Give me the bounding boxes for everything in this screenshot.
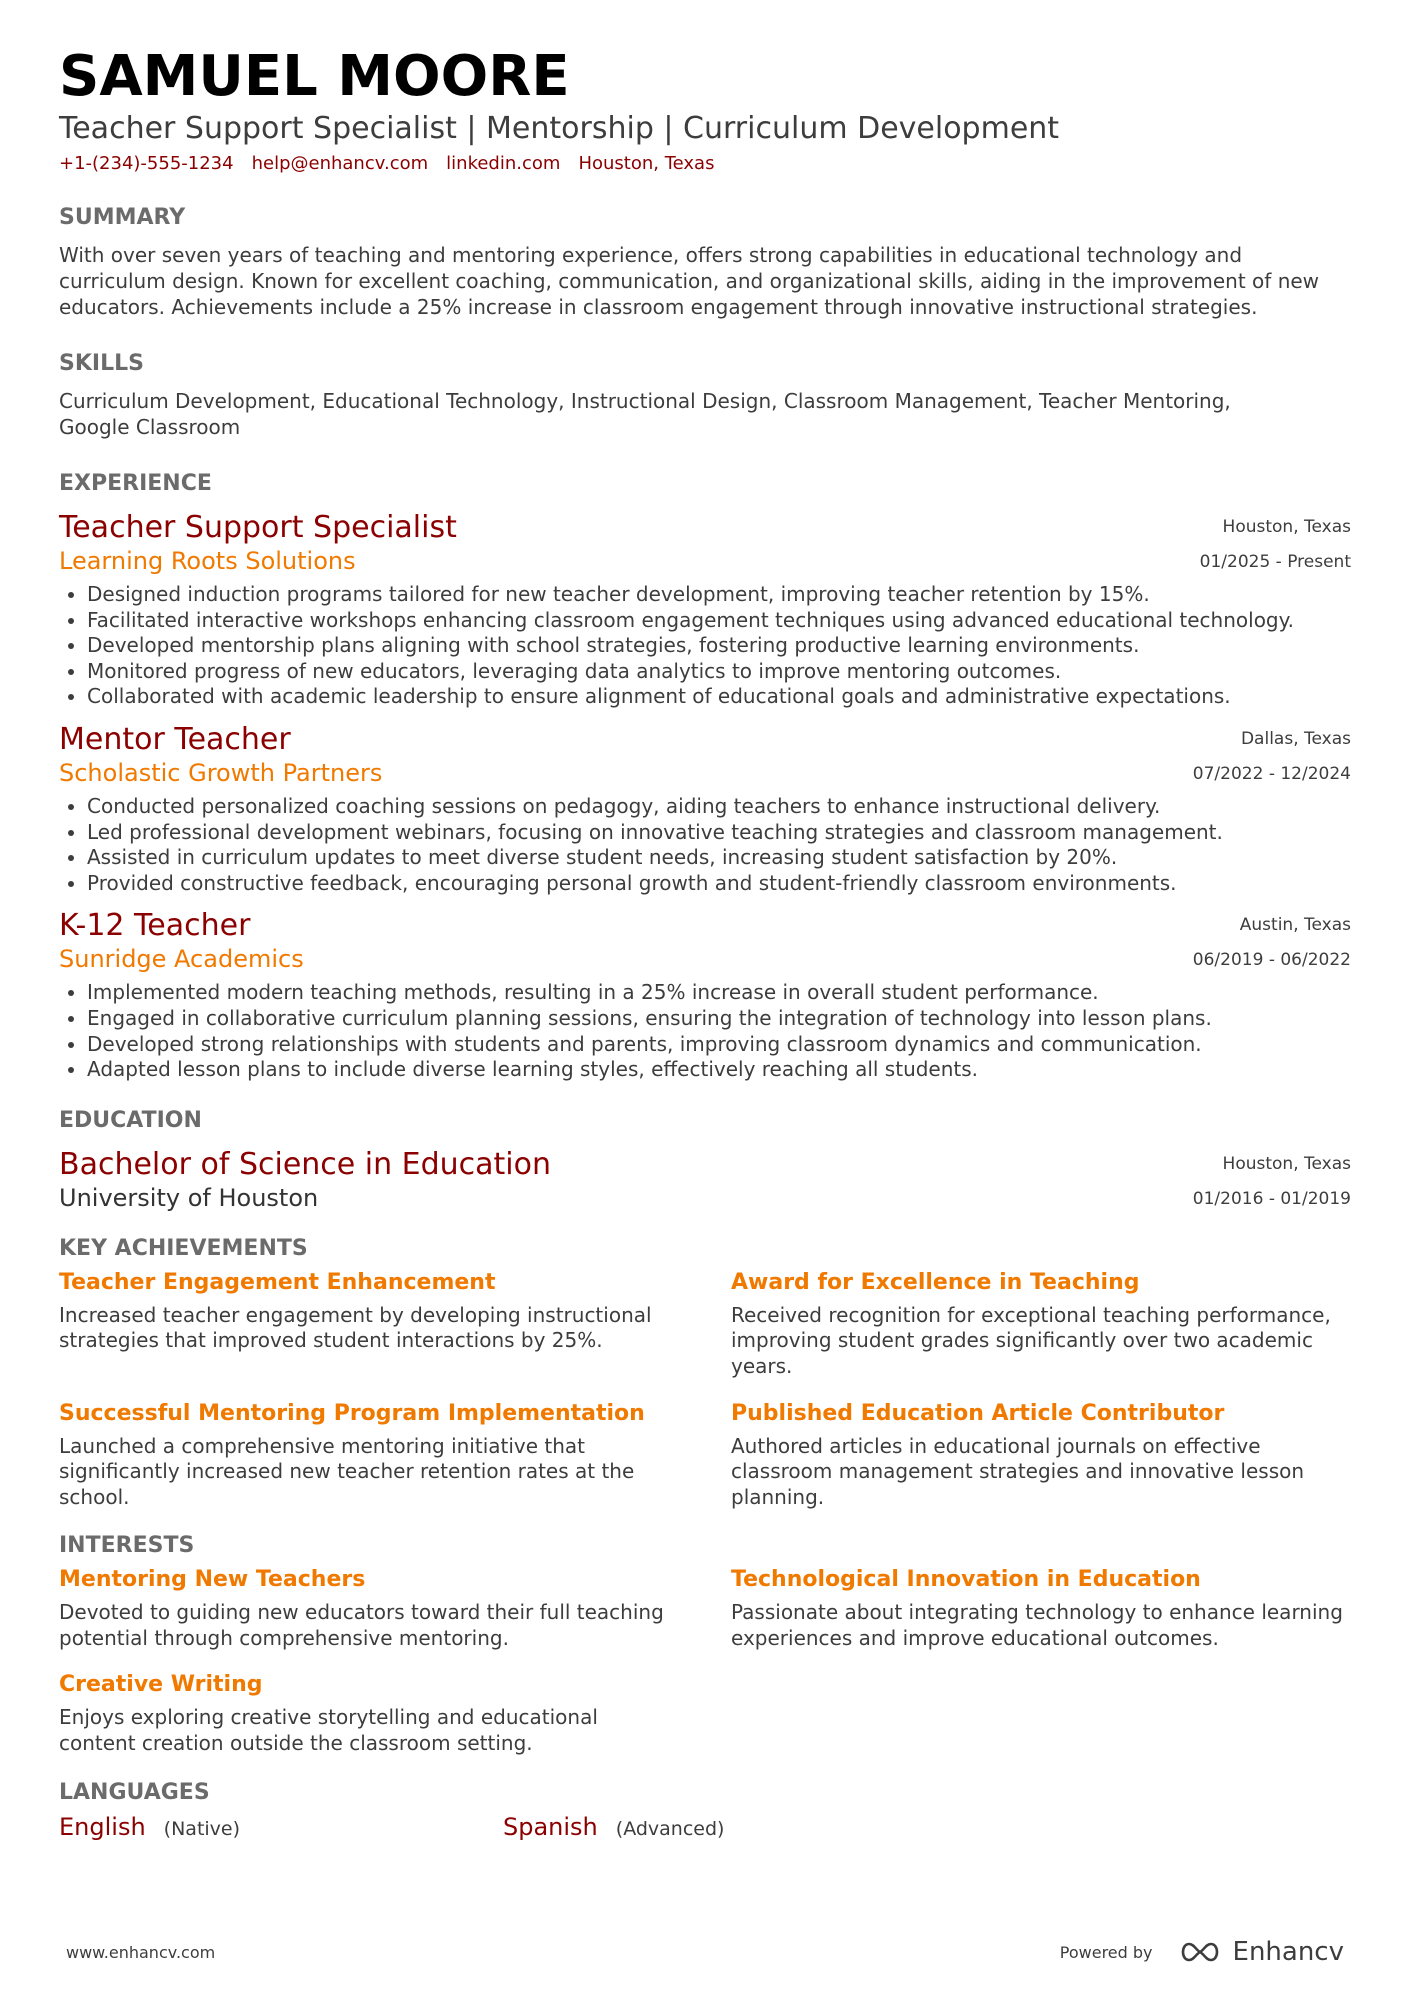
- job-location: Houston, Texas: [1222, 517, 1351, 537]
- list-item: • Assisted in curriculum updates to meet diverse student needs, increasing student satisfaction by 20%.: [87, 845, 1351, 871]
- language-name: English: [59, 1812, 146, 1841]
- job-dates: 01/2025 - Present: [1199, 552, 1351, 572]
- achievements-grid: [59, 1269, 1351, 1511]
- entry-meta: [1193, 722, 1351, 792]
- achievement-desc: Increased teacher engagement by developing instructional strategies that improved student interactions by 25%.: [59, 1302, 652, 1353]
- experience-entry: [59, 510, 1351, 710]
- interest-card: [731, 1566, 1351, 1651]
- email[interactable]: help@enhancv.com: [251, 153, 429, 174]
- list-item: • Provided constructive feedback, encouraging personal growth and student-friendly classroom environments.: [87, 871, 1351, 897]
- entry-meta: [1193, 908, 1351, 978]
- header: [59, 44, 1351, 176]
- entry-meta: [1200, 510, 1351, 580]
- job-title: Teacher Support Specialist: [59, 510, 457, 545]
- achievement-title: Award for Excellence in Teaching: [731, 1269, 1140, 1295]
- list-item: • Collaborated with academic leadership to ensure alignment of educational goals and administrative expectations.: [87, 684, 1351, 710]
- education-title: EDUCATION: [59, 1107, 202, 1133]
- summary-title: SUMMARY: [59, 205, 186, 230]
- job-bullets: [59, 794, 1351, 896]
- candidate-name: SAMUEL MOORE: [59, 44, 570, 109]
- achievement-desc: Launched a comprehensive mentoring initiative that significantly increased new teacher retention rates at the school.: [59, 1433, 635, 1509]
- list-item: • Led professional development webinars, focusing on innovative teaching strategies and classroom management.: [87, 820, 1351, 846]
- job-bullets: [59, 980, 1351, 1082]
- interest-desc: Enjoys exploring creative storytelling and educational content creation outside the classroom setting.: [59, 1705, 598, 1756]
- brand-name: Enhancv: [1232, 1937, 1344, 1967]
- languages-section: [59, 1779, 1351, 1841]
- interests-section: [59, 1532, 1351, 1756]
- headline: Teacher Support Specialist | Mentorship | Curriculum Development: [59, 111, 1060, 146]
- interest-card: [59, 1671, 679, 1756]
- website-link[interactable]: www.enhancv.com: [66, 1942, 216, 1962]
- languages-list: [59, 1813, 1351, 1841]
- interests-grid: [59, 1566, 1351, 1756]
- achievement-desc: Authored articles in educational journals on effective classroom management strategies and innovative lesson planning.: [731, 1433, 1305, 1509]
- skills-section: [59, 350, 1351, 440]
- company-name: Scholastic Growth Partners: [59, 758, 383, 787]
- interest-desc: Devoted to guiding new educators toward their full teaching potential through comprehensive mentoring.: [59, 1600, 664, 1650]
- job-bullets: [59, 582, 1351, 710]
- powered-by: [1060, 1937, 1344, 1967]
- experience-title: EXPERIENCE: [59, 471, 212, 496]
- language-level: (Native): [163, 1817, 241, 1840]
- interest-desc: Passionate about integrating technology to enhance learning experiences and improve educational outcomes.: [731, 1600, 1343, 1650]
- interest-title: Creative Writing: [59, 1672, 263, 1698]
- phone[interactable]: +1-(234)-555-1234: [59, 153, 234, 174]
- powered-by-label: Powered by: [1059, 1942, 1153, 1962]
- list-item: • Engaged in collaborative curriculum planning sessions, ensuring the integration of technology into lesson plans.: [87, 1006, 1351, 1032]
- entry-meta: [1193, 1147, 1351, 1217]
- interest-title: Mentoring New Teachers: [59, 1567, 366, 1593]
- language-level: (Advanced): [615, 1817, 725, 1840]
- language-name: Spanish: [503, 1812, 598, 1841]
- interest-card: [59, 1566, 679, 1651]
- achievement-title: Teacher Engagement Enhancement: [59, 1269, 496, 1295]
- linkedin-link[interactable]: linkedin.com: [446, 153, 561, 174]
- achievements-section: [59, 1235, 1351, 1511]
- achievement-title: Published Education Article Contributor: [731, 1400, 1225, 1426]
- job-title: Mentor Teacher: [59, 721, 291, 757]
- job-location: Austin, Texas: [1239, 915, 1351, 936]
- company-name: Learning Roots Solutions: [59, 547, 356, 575]
- list-item: • Adapted lesson plans to include diverse learning styles, effectively reaching all students.: [87, 1057, 1351, 1083]
- job-dates: 07/2022 - 12/2024: [1192, 763, 1351, 784]
- achievements-title: KEY ACHIEVEMENTS: [59, 1235, 308, 1261]
- enhancv-logo-icon: [1177, 1940, 1223, 1964]
- achievement-title: Successful Mentoring Program Implementation: [59, 1400, 645, 1426]
- achievement-desc: Received recognition for exceptional teaching performance, improving student grades significantly over two academic years.: [731, 1302, 1331, 1378]
- company-name: Sunridge Academics: [59, 945, 304, 974]
- achievement-card: [59, 1400, 679, 1511]
- degree: Bachelor of Science in Education: [59, 1146, 552, 1182]
- school-dates: 01/2016 - 01/2019: [1192, 1188, 1351, 1209]
- skills-title: SKILLS: [59, 351, 144, 376]
- achievement-card: [731, 1400, 1351, 1511]
- brand-logo[interactable]: [1177, 1937, 1344, 1967]
- list-item: • Developed mentorship plans aligning with school strategies, fostering productive learning environments.: [87, 633, 1351, 659]
- school-name: University of Houston: [59, 1183, 319, 1212]
- list-item: • Developed strong relationships with students and parents, improving classroom dynamics and communication.: [87, 1032, 1351, 1058]
- achievement-card: [731, 1269, 1351, 1380]
- education-section: [59, 1107, 1351, 1213]
- summary-text: With over seven years of teaching and mentoring experience, offers strong capabilities in educational technology and curriculum design. Known for excellent coaching, communication, and organizational skills, aiding in the improvement of new educators. Achievements include a 25% increase in classroom engagement through innovative instructional strategies.: [59, 243, 1320, 319]
- job-title: K-12 Teacher: [59, 908, 251, 944]
- list-item: • Facilitated interactive workshops enhancing classroom engagement techniques using advanced educational technology.: [87, 608, 1351, 634]
- interests-title: INTERESTS: [59, 1533, 195, 1559]
- language-item: [503, 1813, 947, 1841]
- footer: [66, 1937, 1344, 1967]
- job-dates: 06/2019 - 06/2022: [1192, 950, 1351, 971]
- experience-section: [59, 470, 1351, 1083]
- languages-title: LANGUAGES: [59, 1779, 210, 1805]
- skills-text: Curriculum Development, Educational Technology, Instructional Design, Classroom Management, Teacher Mentoring, Google Classroom: [59, 389, 1231, 439]
- list-item: • Implemented modern teaching methods, resulting in a 25% increase in overall student performance.: [87, 980, 1351, 1006]
- language-item: [59, 1813, 503, 1841]
- list-item: • Monitored progress of new educators, leveraging data analytics to improve mentoring outcomes.: [87, 659, 1351, 685]
- summary-section: [59, 204, 1351, 320]
- experience-entry: [59, 722, 1351, 896]
- education-entry: [59, 1147, 1351, 1213]
- school-location: Houston, Texas: [1222, 1153, 1351, 1174]
- list-item: • Designed induction programs tailored for new teacher development, improving teacher retention by 15%.: [87, 582, 1351, 608]
- location: Houston, Texas: [578, 153, 715, 174]
- job-location: Dallas, Texas: [1240, 728, 1351, 749]
- contact-line: [59, 152, 1351, 176]
- list-item: • Conducted personalized coaching sessions on pedagogy, aiding teachers to enhance instructional delivery.: [87, 794, 1351, 820]
- experience-entry: [59, 908, 1351, 1082]
- interest-title: Technological Innovation in Education: [731, 1567, 1201, 1593]
- achievement-card: [59, 1269, 679, 1380]
